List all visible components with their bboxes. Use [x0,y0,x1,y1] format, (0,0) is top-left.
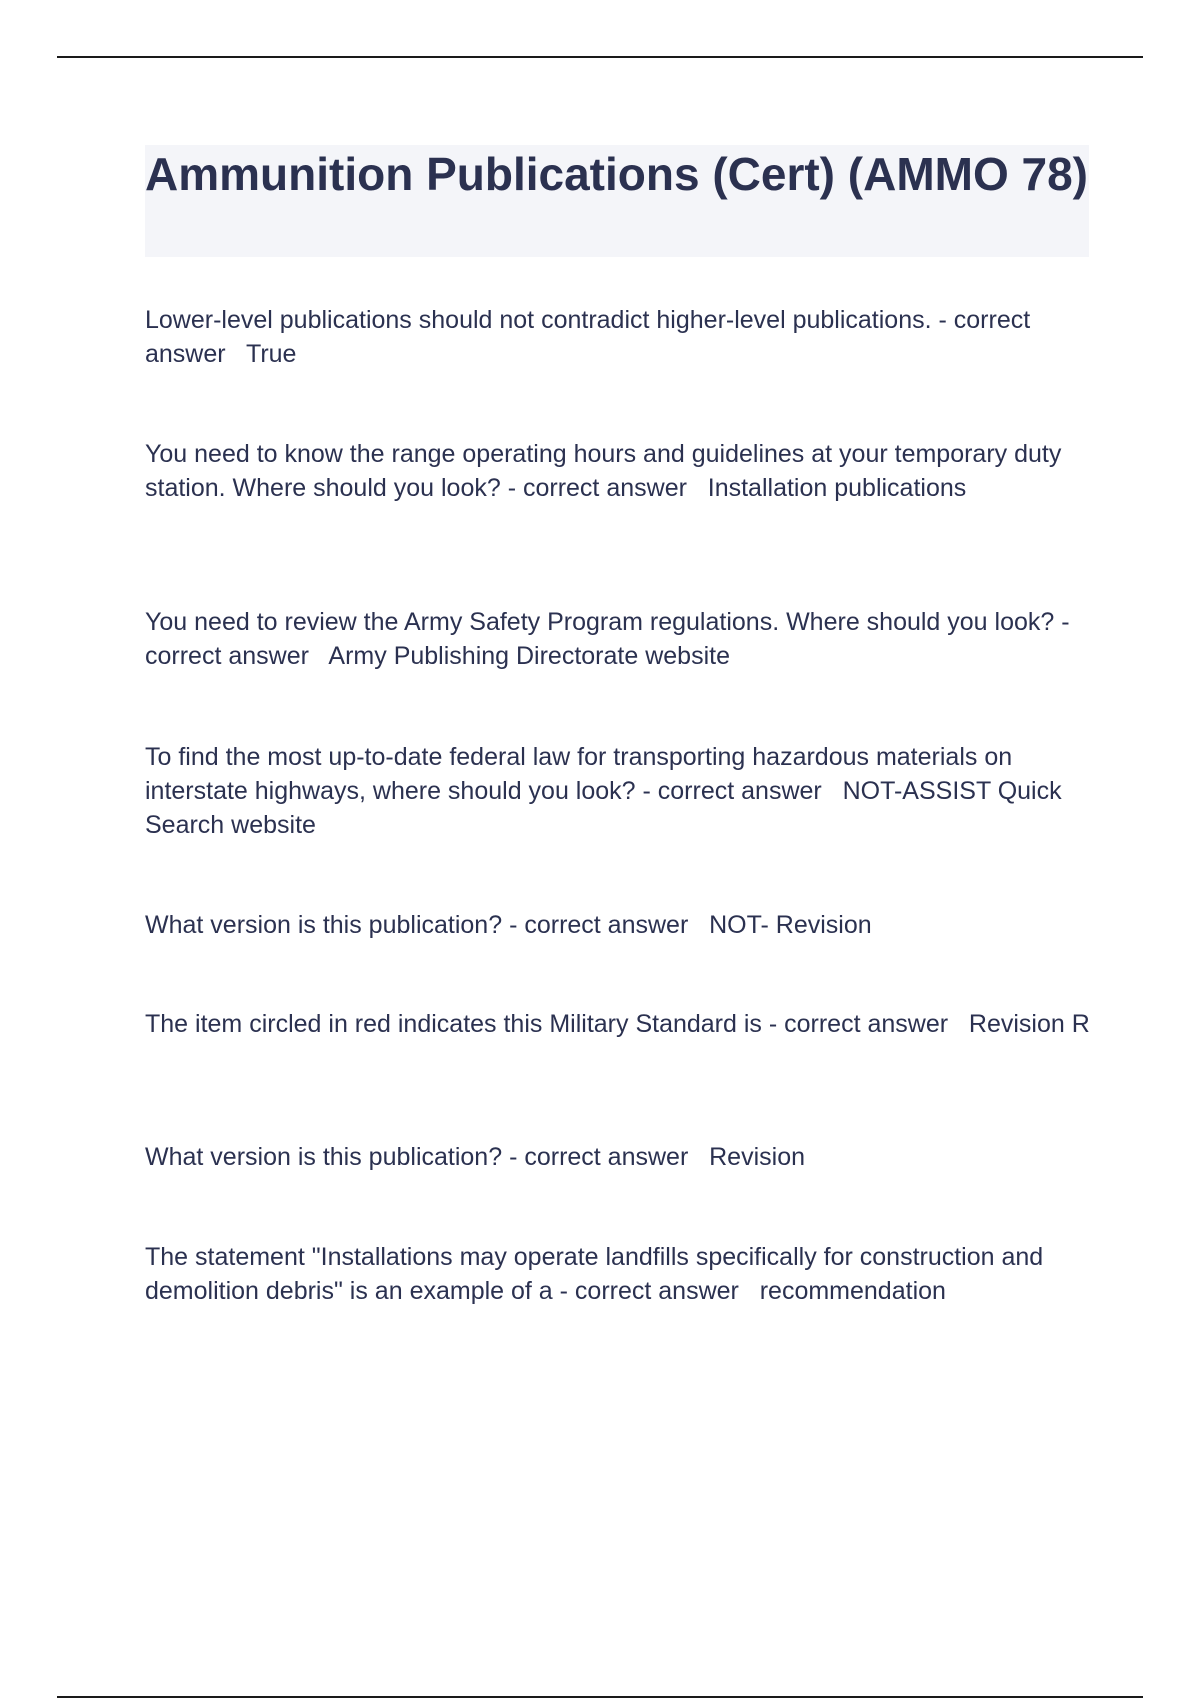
top-rule [57,56,1143,58]
qa-question: To find the most up-to-date federal law for transporting hazardous materials on interstate highways, where should you look? - correct answer [145,743,1013,805]
qa-item [145,908,1105,942]
qa-item [145,1140,1105,1174]
qa-answer: Installation publications [707,474,967,502]
bottom-rule [57,1696,1143,1698]
qa-question: The statement "Installations may operate landfills specifically for construction and demolition debris" is an example of a - correct answer [145,1243,1044,1305]
qa-answer: recommendation [759,1277,946,1305]
qa-answer: NOT-ASSIST Quick Search website [145,777,1062,839]
qa-item [145,1240,1105,1308]
qa-question: The item circled in red indicates this Military Standard is - correct answer [145,1010,949,1038]
qa-item [145,740,1105,842]
qa-item [145,1007,1105,1041]
qa-item [145,303,1105,371]
qa-answer: Army Publishing Directorate website [328,642,730,670]
document-title: Ammunition Publications (Cert) (AMMO 78) [145,148,1088,200]
title-block [145,145,1089,257]
qa-item [145,437,1105,505]
qa-question: You need to know the range operating hours and guidelines at your temporary duty station. Where should you look? - correct answer [145,440,1062,502]
qa-question: You need to review the Army Safety Program regulations. Where should you look? - correct answer [145,608,1070,670]
qa-answer: Revision R [968,1010,1090,1038]
qa-answer: NOT- Revision [709,911,872,939]
qa-question: What version is this publication? - correct answer [145,1143,689,1171]
qa-question: Lower-level publications should not contradict higher-level publications. - correct answer [145,306,1031,368]
qa-answer: True [245,340,297,368]
qa-question: What version is this publication? - correct answer [145,911,689,939]
qa-item [145,605,1105,673]
qa-answer: Revision [709,1143,805,1171]
